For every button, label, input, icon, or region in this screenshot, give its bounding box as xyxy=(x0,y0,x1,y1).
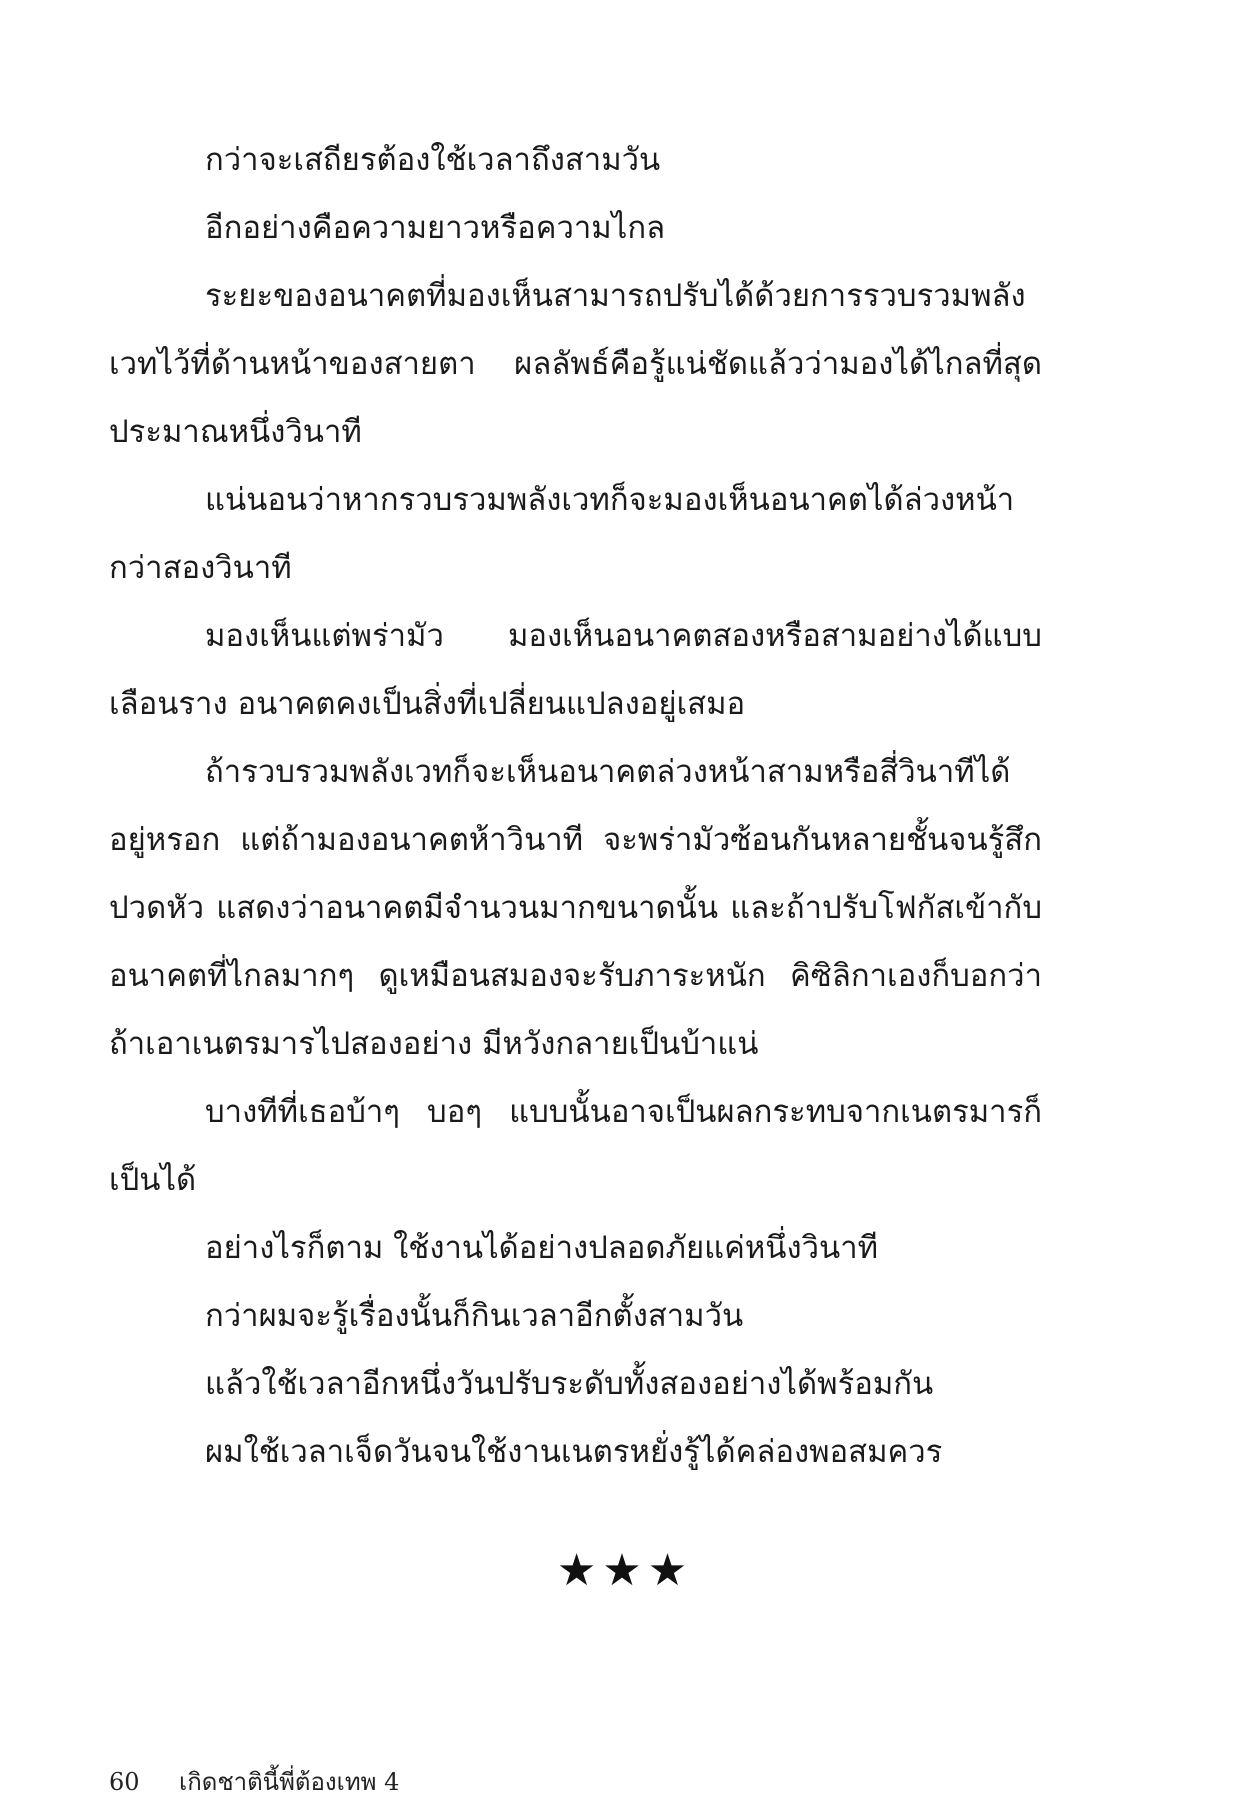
text-line: เวทไว้ที่ด้านหน้าของสายตา ผลลัพธ์คือรู้แน่ชัดแล้วว่ามองได้ไกลที่สุด xyxy=(109,346,1042,382)
text-line: ผมใช้เวลาเจ็ดวันจนใช้งานเนตรหยั่งรู้ได้คล่องพอสมควร xyxy=(205,1434,943,1470)
text-line: อีกอย่างคือความยาวหรือความไกล xyxy=(205,210,666,246)
text-line: อนาคตที่ไกลมากๆ ดูเหมือนสมองจะรับภาระหนัก คิซิลิกาเองก็บอกว่า xyxy=(109,958,1042,994)
page-footer xyxy=(109,1762,399,1801)
text-line: แน่นอนว่าหากรวบรวมพลังเวทก็จะมองเห็นอนาคตได้ล่วงหน้า xyxy=(205,482,1015,518)
text-line: ประมาณหนึ่งวินาที xyxy=(109,414,362,450)
text-line: อย่างไรก็ตาม ใช้งานได้อย่างปลอดภัยแค่หนึ่งวินาที xyxy=(205,1230,879,1266)
text-line: ปวดหัว แสดงว่าอนาคตมีจำนวนมากขนาดนั้น และถ้าปรับโฟกัสเข้ากับ xyxy=(109,890,1042,926)
text-line: มองเห็นแต่พร่ามัว มองเห็นอนาคตสองหรือสามอย่างได้แบบ xyxy=(205,618,1042,654)
text-line: แล้วใช้เวลาอีกหนึ่งวันปรับระดับทั้งสองอย่างได้พร้อมกัน xyxy=(205,1366,934,1402)
page-number: 60 xyxy=(109,1768,140,1796)
book-title: เกิดชาตินี้พี่ต้องเทพ 4 xyxy=(179,1768,400,1796)
text-line: อยู่หรอก แต่ถ้ามองอนาคตห้าวินาที จะพร่ามัวซ้อนกันหลายชั้นจนรู้สึก xyxy=(109,822,1042,858)
text-line: กว่าผมจะรู้เรื่องนั้นก็กินเวลาอีกตั้งสามวัน xyxy=(205,1298,744,1334)
text-line: เป็นได้ xyxy=(109,1162,197,1198)
text-line: เลือนราง อนาคตคงเป็นสิ่งที่เปลี่ยนแปลงอยู่เสมอ xyxy=(109,686,746,722)
text-line: ถ้ารวบรวมพลังเวทก็จะเห็นอนาคตล่วงหน้าสามหรือสี่วินาทีได้ xyxy=(205,754,1011,790)
text-line: กว่าจะเสถียรต้องใช้เวลาถึงสามวัน xyxy=(205,142,661,178)
text-line: บางทีที่เธอบ้าๆ บอๆ แบบนั้นอาจเป็นผลกระทบจากเนตรมารก็ xyxy=(205,1094,1042,1130)
section-break-stars: ★★★ xyxy=(556,1545,694,1596)
text-line: ถ้าเอาเนตรมารไปสองอย่าง มีหวังกลายเป็นบ้าแน่ xyxy=(109,1026,759,1062)
text-line: ระยะของอนาคตที่มองเห็นสามารถปรับได้ด้วยการรวบรวมพลัง xyxy=(205,278,1026,314)
page-body-text xyxy=(109,126,1042,1486)
text-line: กว่าสองวินาที xyxy=(109,550,292,586)
